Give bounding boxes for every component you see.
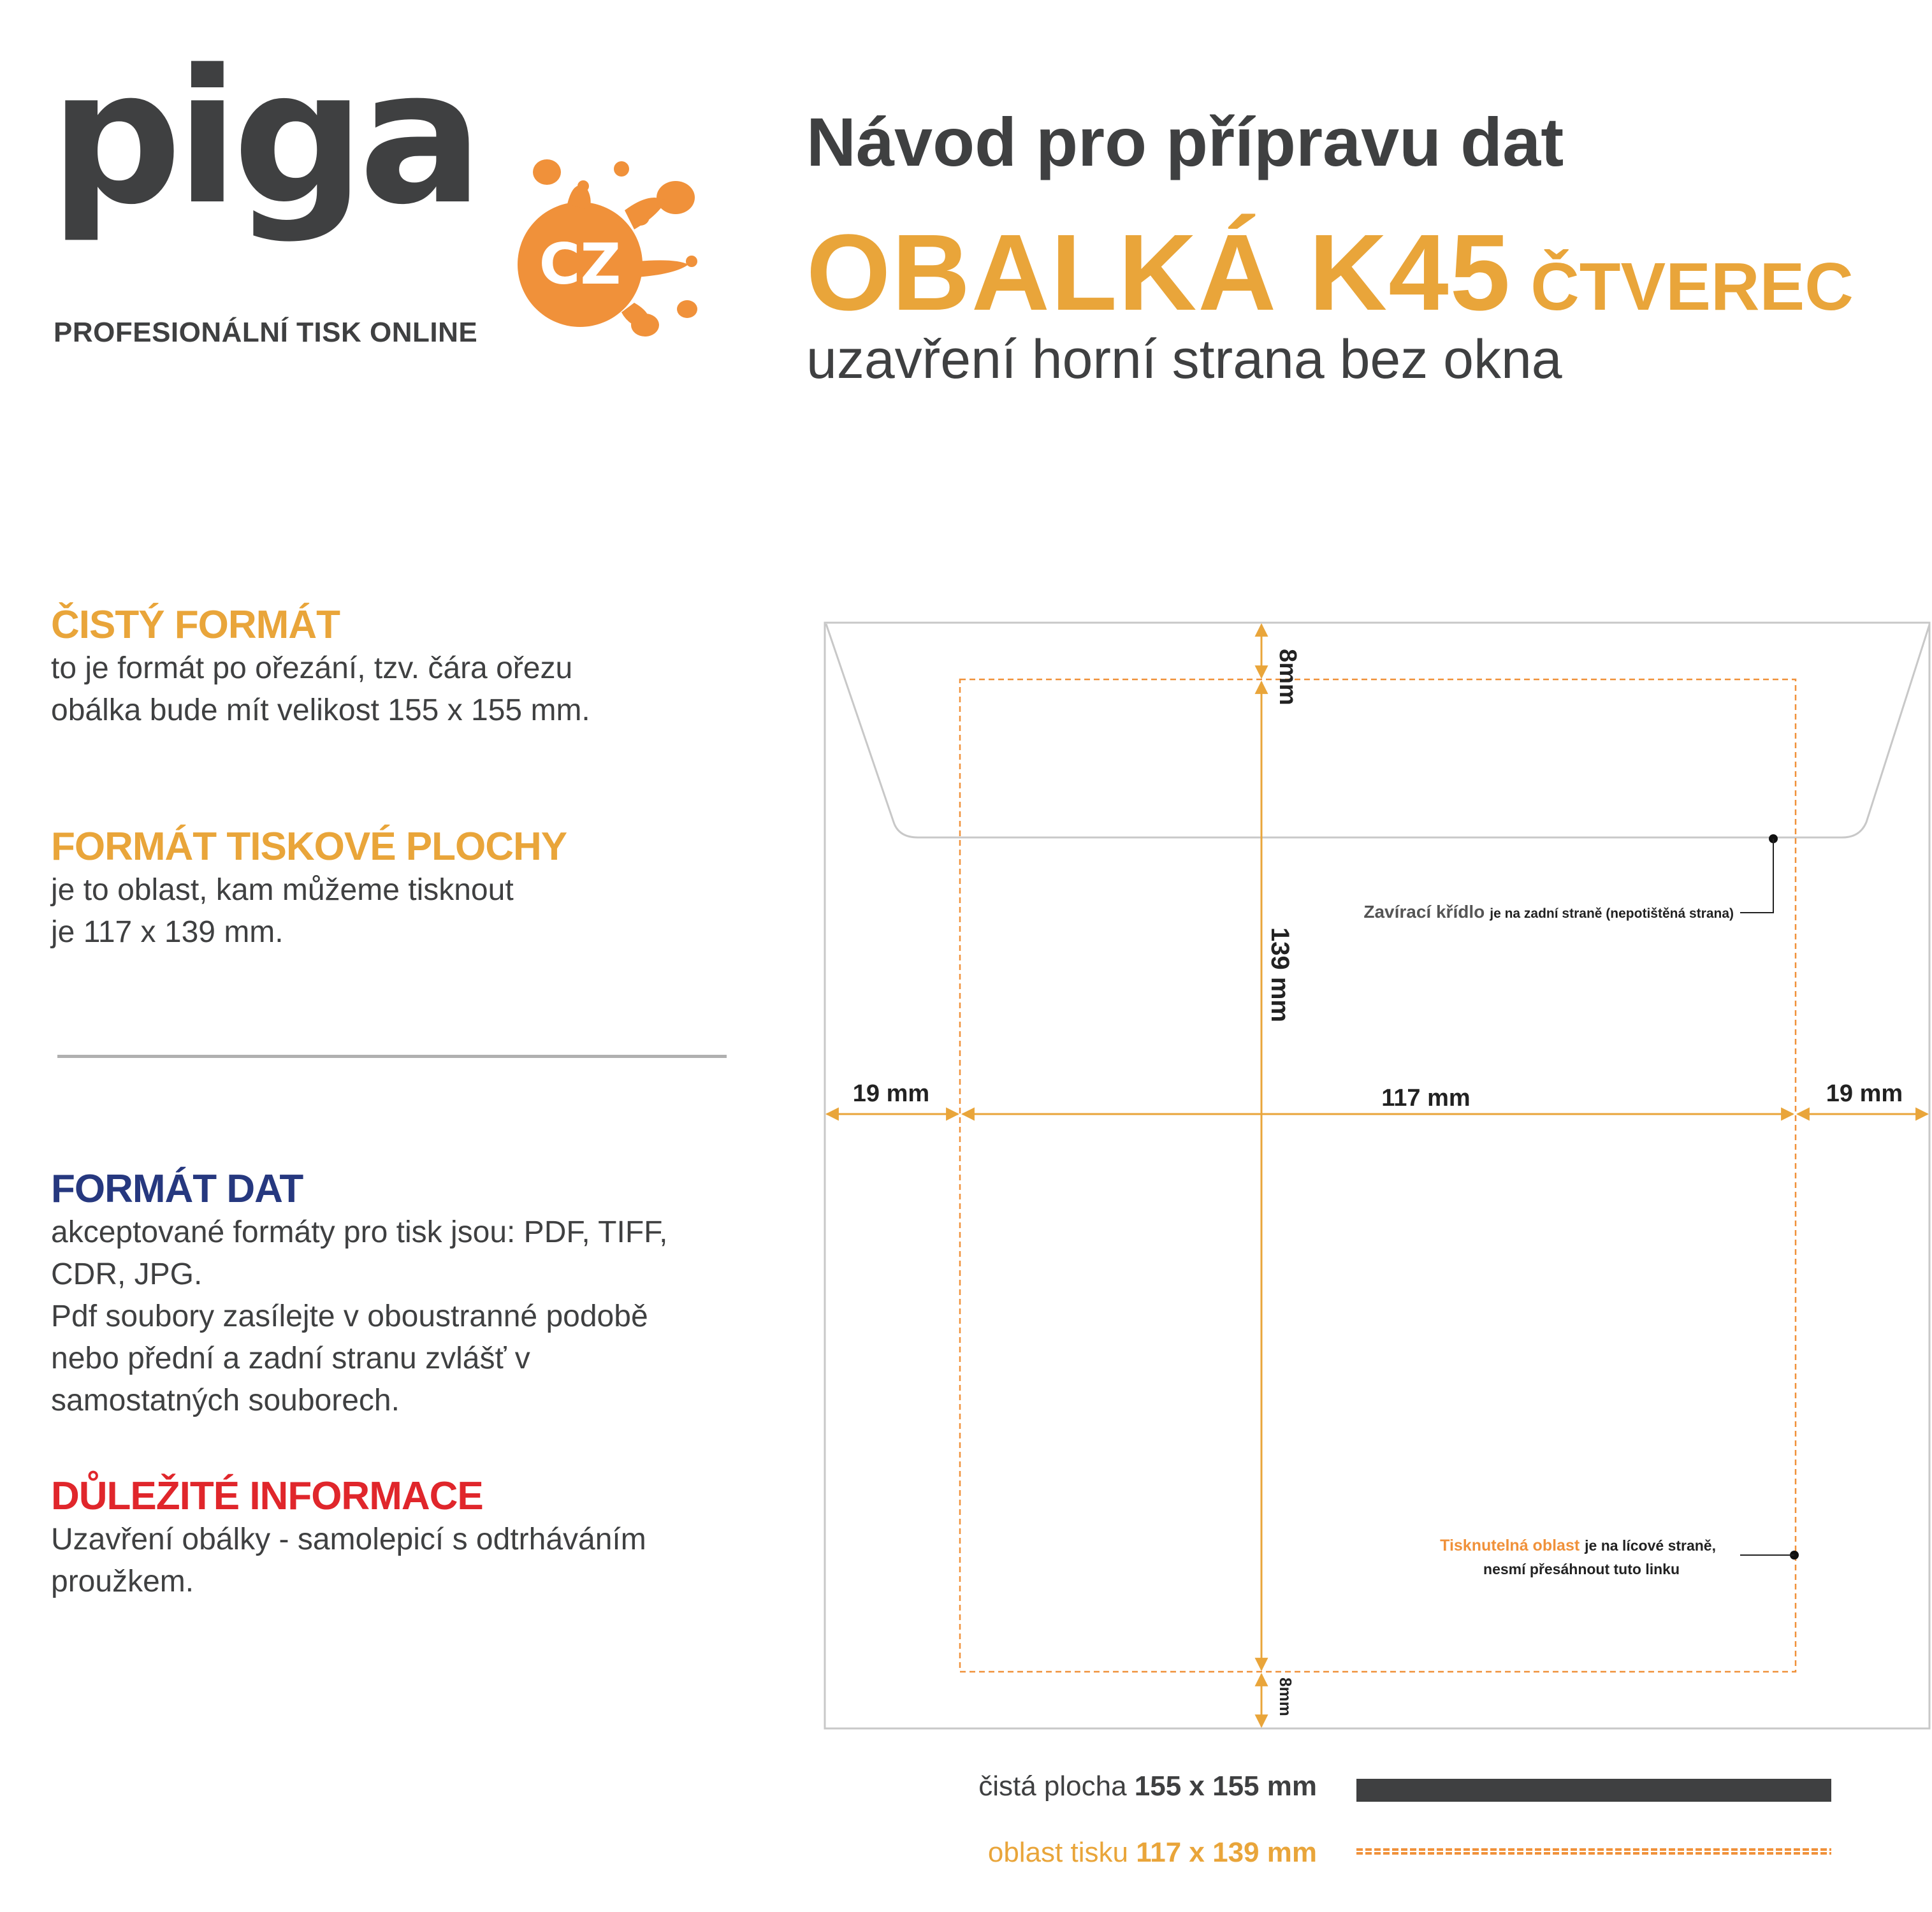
height-label: 139 mm [1266,927,1294,1022]
section-line: je to oblast, kam můžeme tisknout [51,873,514,907]
logo-wordmark: piga [50,31,477,245]
section-line: to je formát po ořezání, tzv. čára ořezu [51,651,573,685]
margin-right-label: 19 mm [1826,1080,1903,1107]
logo-badge: CZ [539,231,621,297]
print-note-line2: nesmí přesáhnout tuto linku [1483,1561,1680,1577]
section-title: FORMÁT TISKOVÉ PLOCHY [51,825,567,869]
product-name: OBALKÁ K45 [806,212,1512,333]
legend-print-label: oblast tisku [987,1837,1128,1868]
envelope-outline [825,623,1929,1728]
page-title: Návod pro přípravu dat [806,103,1564,180]
page-subtitle: uzavření horní strana bez okna [806,329,1562,390]
section-line: je 117 x 139 mm. [51,915,284,949]
logo-tagline: PROFESIONÁLNÍ TISK ONLINE [54,317,478,348]
section-line: obálka bude mít velikost 155 x 155 mm. [51,693,590,727]
section-line: nebo přední a zadní stranu zvlášť v [51,1342,530,1375]
flap-note [1363,902,1734,922]
print-note-lead: Tisknutelná oblast [1440,1537,1580,1554]
legend-clean-value: 155 x 155 mm [1134,1771,1317,1802]
section-line: CDR, JPG. [51,1257,203,1291]
envelope-flap [826,624,1929,837]
print-area-outline [960,679,1796,1672]
section-line: proužkem. [51,1565,194,1598]
legend-clean-swatch [1356,1779,1831,1802]
legend-print-value: 117 x 139 mm [1136,1837,1317,1868]
margin-left-label: 19 mm [852,1080,930,1107]
margin-top-label: 8mm [1274,649,1301,706]
section-line: akceptované formáty pro tisk jsou: PDF, TIFF, [51,1215,668,1249]
print-note-rest: je na lícové straně, [1585,1537,1716,1554]
print-note [1440,1537,1716,1554]
legend-print-swatch [1356,1848,1831,1855]
section-line: Uzavření obálky - samolepicí s odtrháváním [51,1523,646,1556]
legend-print [988,1837,1317,1869]
section-line: samostatných souborech. [51,1384,400,1417]
flap-note-leader [1740,839,1773,913]
section-title: DŮLEŽITÉ INFORMACE [51,1474,483,1518]
width-label: 117 mm [1381,1085,1471,1112]
legend-clean [978,1771,1317,1802]
product-shape: ČTVEREC [1530,249,1854,324]
section-title: ČISTÝ FORMÁT [51,603,340,647]
section-title: FORMÁT DAT [51,1167,303,1211]
legend-clean-label: čistá plocha [978,1771,1127,1802]
margin-bottom-label: 8mm [1276,1677,1295,1716]
flap-note-lead: Zavírací křídlo [1363,902,1485,922]
section-line: Pdf soubory zasílejte v oboustranné podobě [51,1300,648,1333]
flap-note-rest: je na zadní straně (nepotištěná strana) [1490,906,1734,921]
